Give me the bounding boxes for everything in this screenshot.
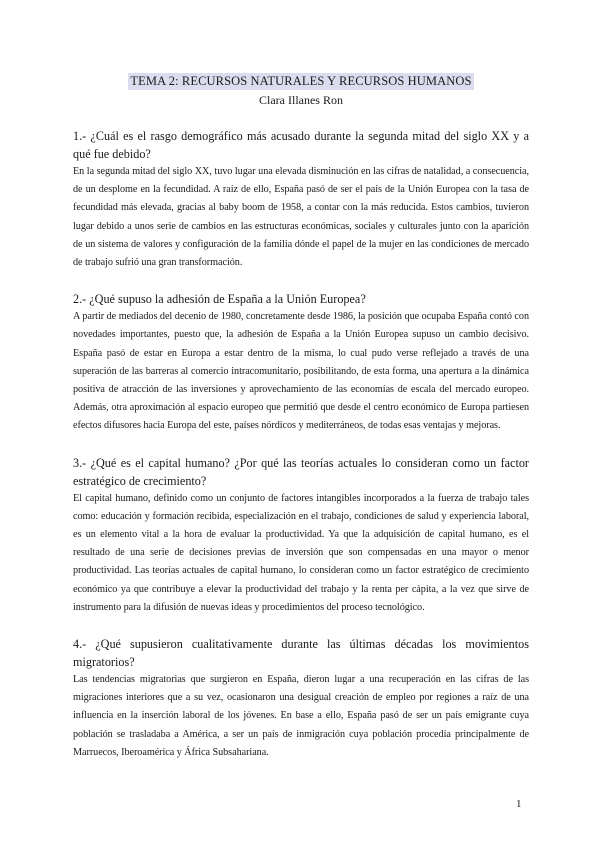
question-1: 1.- ¿Cuál es el rasgo demográfico más acusado durante la segunda mitad del siglo XX y a qué fue debido? [73,129,529,161]
page-number: 1 [516,798,522,810]
title-wrap [73,72,529,90]
question-3: 3.- ¿Qué es el capital humano? ¿Por qué las teorías actuales lo consideran como un factor estratégico de crecimiento? [73,455,529,488]
section-3 [73,454,529,617]
section-2 [73,290,529,435]
section-1 [73,127,529,272]
section-4 [73,635,529,762]
answer-4: Las tendencias migratorias que surgieron en España, dieron lugar a una recuperación en las cifras de las migraciones interiores que a su vez, ocasionaron una desigual creación de empleo por regiones a raíz de una influencia en la inserción laboral de los jóvenes. En base a ello, España pasó de ser un país emigrante cuya población se trasladaba a América, a ser un país de inmigración cuya población procedía principalmente de Marruecos, Iberoamérica y África Subsahariana. [73,674,529,758]
document-author: Clara Illanes Ron [259,93,343,107]
answer-2: A partir de mediados del decenio de 1980, concretamente desde 1986, la posición que ocupaba España contó con novedades importantes, puesto que, la adhesión de España a la Unión Europea supuso un cambio decisivo. España pasó de estar en Europa a estar dentro de la misma, lo cual pudo verse reflejado a través de una superación de las barreras al comercio intracomunitario, posibilitando, de esta forma, una apertura a la dinámica positiva de atracción de las inversiones y aprovechamiento de las economías de escala del mercado europeo. Además, otra aproximación al espacio europeo que permitió que desde el centro económico de Europa partiesen efectos difusores hacia Europa del este, países nórdicos y mediterráneos, de todas esas ventajas y mejoras. [73,311,529,432]
question-4: 4.- ¿Qué supusieron cualitativamente durante las últimas décadas los movimientos migratorios? [73,637,529,670]
question-2: 2.- ¿Qué supuso la adhesión de España a la Unión Europea? [73,292,366,307]
answer-3: El capital humano, definido como un conjunto de factores intangibles incorporados a la fuerza de trabajo tales como: educación y formación recibida, especialización en el trabajo, condiciones de salud y experiencia laboral, es un elemento vital a la hora de evaluar la productividad. Ya que la adquisición de capital humano, es el resultado de una serie de decisiones previas de inversión que son compensadas en una mayor o menor productividad. Las teorías actuales de capital humano, lo consideran como un factor estratégico de crecimiento económico ya que contribuye a elevar la productividad del trabajo y la renta per cápita, a la vez que sirve de instrumento para la difusión de nuevas ideas y procedimientos del proceso tecnológico. [73,492,529,613]
answer-1: En la segunda mitad del siglo XX, tuvo lugar una elevada disminución en las cifras de natalidad, a consecuencia, de un desplome en la fecundidad. A raíz de ello, España pasó de ser el país de la Unión Europea con la tasa de fecundidad más elevada, gracias al baby boom de 1958, a contar con la más reducida. Estos cambios, tuvieron lugar debido a unos serie de cambios en las estructuras económicas, sociales y culturales junto con la aparición de un sistema de valores y configuración de la familia dónde el papel de la mujer en las condiciones de mercado de trabajo sufrió una gran transformación. [73,166,529,269]
document-page [73,72,529,780]
document-title: TEMA 2: RECURSOS NATURALES Y RECURSOS HUMANOS [130,74,472,88]
